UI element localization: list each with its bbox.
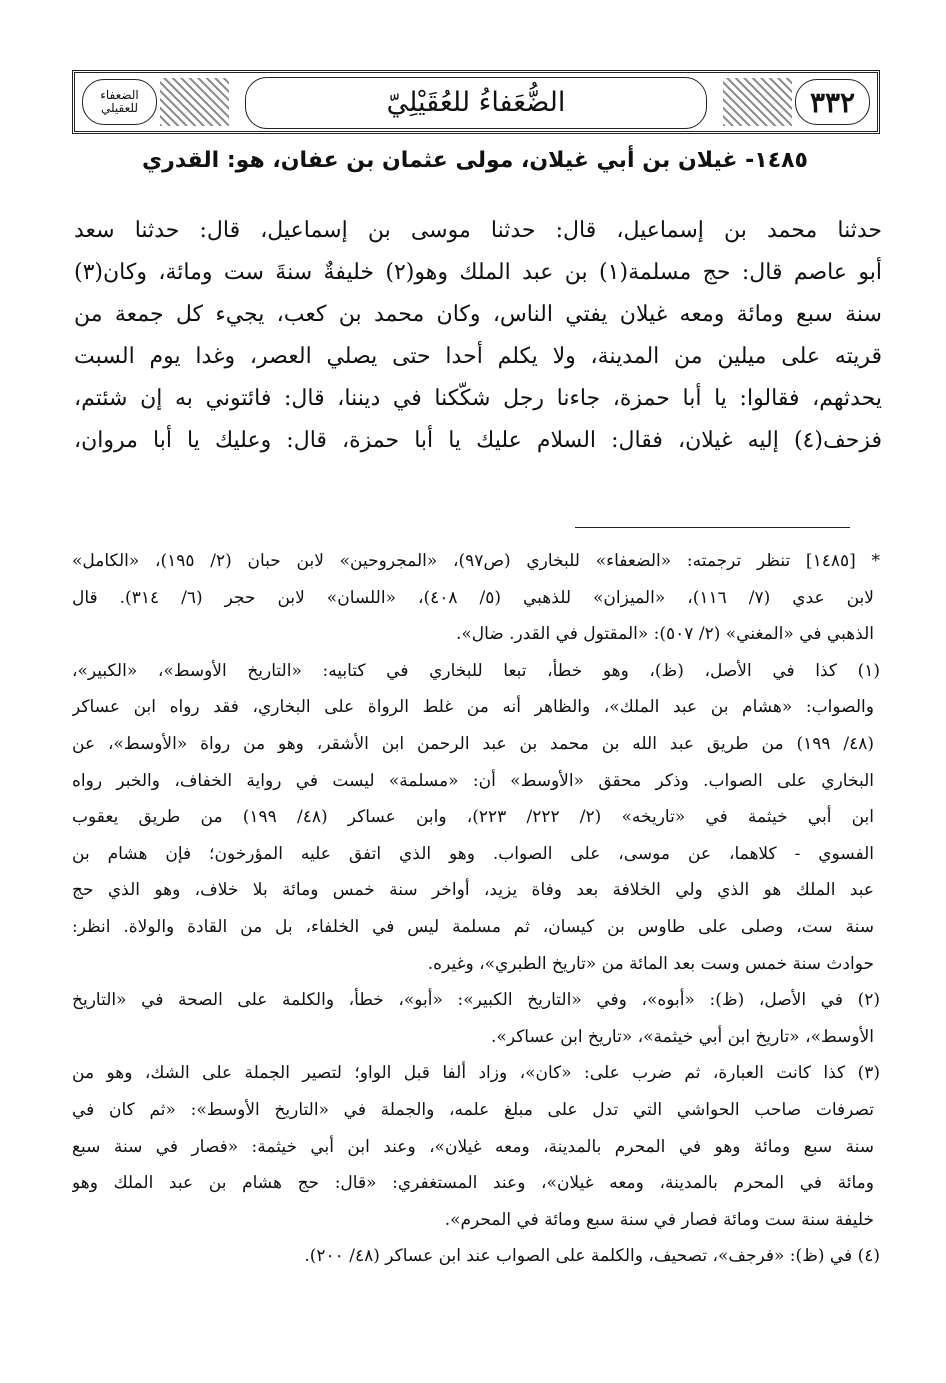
ornament-pattern — [723, 78, 792, 126]
footnote-line: (٢) في الأصل، (ظ): «أبوه»، وفي «التاريخ الكبير»: «أبو»، خطأ، والكلمة على الصحة في «التاريخ — [72, 990, 880, 1011]
main-text-line: سنة سبع ومائة ومعه غيلان يفتي الناس، وكان محمد بن كعب، يجيء كل جمعة من — [74, 302, 882, 327]
footnote — [72, 982, 880, 1055]
footnote — [72, 1238, 880, 1275]
header-ornament-left — [79, 76, 229, 128]
book-seal-medallion — [82, 79, 157, 125]
footnotes — [72, 543, 880, 1275]
footnote-line: (٤) في (ظ): «فرجف»، تصحيف، والكلمة على الصواب عند ابن عساكر (٤٨/ ٢٠٠). — [304, 1246, 880, 1267]
ornament-pattern — [160, 78, 229, 126]
main-text — [74, 210, 882, 462]
footnote-line: عبد الملك هو الذي ولي الخلافة بعد وفاة يزيد، أواخر سنة خمس ومائة بلا خلاف، وهو الذي حج — [72, 880, 874, 901]
footnote-line: الذهبي في «المغني» (٢/ ٥٠٧): «المقتول في القدر. ضال». — [455, 624, 874, 645]
header-ornament-right — [723, 76, 873, 128]
footnote-line: ابن أبي خيثمة في «تاريخه» (٢/ ٢٢٢/ ٢٢٣)، وابن عساكر (٤٨/ ١٩٩) من طريق يعقوب — [72, 807, 875, 828]
footnote-line: سنة ست، وصلى على طاوس بن كيسان، ثم مسلمة ليس في الخلفاء، بل من القادة والولاة. انظر: — [72, 916, 874, 937]
main-text-line: قريته على ميلين من المدينة، ولا يكلم أحدا حتى يصلي العصر، وغدا يوم السبت — [74, 344, 882, 369]
footnote-line: البخاري على الصواب. وذكر محقق «الأوسط» أن: «مسلمة» ليست في رواية الخفاف، والخبر رواه — [72, 770, 874, 791]
page-number-medallion — [795, 79, 870, 125]
footnote-line: (٣) كذا كانت العبارة، ثم ضرب على: «كان»، وزاد ألفا قبل الواو؛ لتصير الجملة على الشك، وهو من — [72, 1063, 880, 1084]
footnote-line: خليفة سنة ست ومائة فصار في سنة سبع ومائة في المحرم». — [444, 1209, 874, 1230]
footnote-line: تصرفات صاحب الحواشي التي تدل على مبلغ علمه، والجملة في «التاريخ الأوسط»: «ثم كان في — [72, 1099, 874, 1120]
footnote-line: والصواب: «هشام بن عبد الملك»، والظاهر أنه من غلط الرواة على البخاري، فقد رواه ابن عساكر — [72, 697, 874, 718]
book-seal: الضعفاء للعقيلي — [100, 88, 139, 115]
entry-title: ١٤٨٥- غيلان بن أبي غيلان، مولى عثمان بن عفان، هو: القدري — [142, 148, 808, 173]
footnote-line: (١) كذا في الأصل، (ظ)، وهو خطأ، تبعا للبخاري في كتابيه: «التاريخ الأوسط»، «الكبير»، — [72, 660, 880, 681]
footnote — [72, 653, 880, 982]
footnote-line: * [١٤٨٥] تنظر ترجمته: «الضعفاء» للبخاري (ص٩٧)، «المجروحين» لابن حبان (٢/ ١٩٥)، «الكامل» — [72, 551, 880, 571]
footnote — [72, 1055, 880, 1238]
main-text-line: أبو عاصم قال: حج مسلمة(١) بن عبد الملك وهو(٢) خليفةٌ سنةَ ست ومائة، وكان(٣) — [74, 260, 882, 285]
footnote-line: الفسوي - كلاهما، عن موسى، على الصواب. وهو الذي اتفق عليه المؤرخون؛ فإن هشام بن — [72, 843, 874, 864]
footnote-line: لابن عدي (٧/ ١١٦)، «الميزان» للذهبي (٥/ ٤٠٨)، «اللسان» لابن حجر (٦/ ٣١٤). قال — [72, 587, 874, 608]
footnote-line: حوادث سنة خمس وست بعد المائة من «تاريخ الطبري»، وغيره. — [427, 953, 874, 974]
running-header — [72, 70, 880, 134]
main-text-line: يحدثهم، فقالوا: يا أبا حمزة، جاءنا رجل شكّكنا في ديننا، قال: فائتوني به إن شئتم، — [74, 386, 882, 411]
footnote — [72, 543, 880, 653]
page-number: ٣٣٢ — [809, 85, 856, 119]
main-text-line: حدثنا محمد بن إسماعيل، قال: حدثنا موسى بن إسماعيل، قال: حدثنا سعد — [74, 218, 882, 243]
main-text-line: فزحف(٤) إليه غيلان، فقال: السلام عليك يا أبا حمزة، قال: وعليك يا أبا مروان، — [74, 428, 882, 453]
footnote-line: الأوسط»، «تاريخ ابن أبي خيثمة»، «تاريخ ابن عساكر». — [491, 1026, 874, 1047]
footnote-line: ومائة في المحرم بالمدينة، ومعه غيلان»، وعند المستغفري: «قال: حج هشام بن عبد الملك وهو — [72, 1173, 874, 1194]
book-title: الضُّعَفاءُ للعُقَيْلِيّ — [245, 77, 707, 129]
footnote-divider — [575, 527, 850, 528]
footnote-line: سنة سبع ومائة وهو في المحرم بالمدينة، ومعه غيلان»، وعند ابن أبي خيثمة: «فصار في سنة سبع — [72, 1136, 874, 1157]
footnote-line: (٤٨/ ١٩٩) من طريق عبد الله بن محمد بن عبد الرحمن ابن الأشقر، وهو من رواة «الأوسط»، عن — [72, 733, 874, 754]
